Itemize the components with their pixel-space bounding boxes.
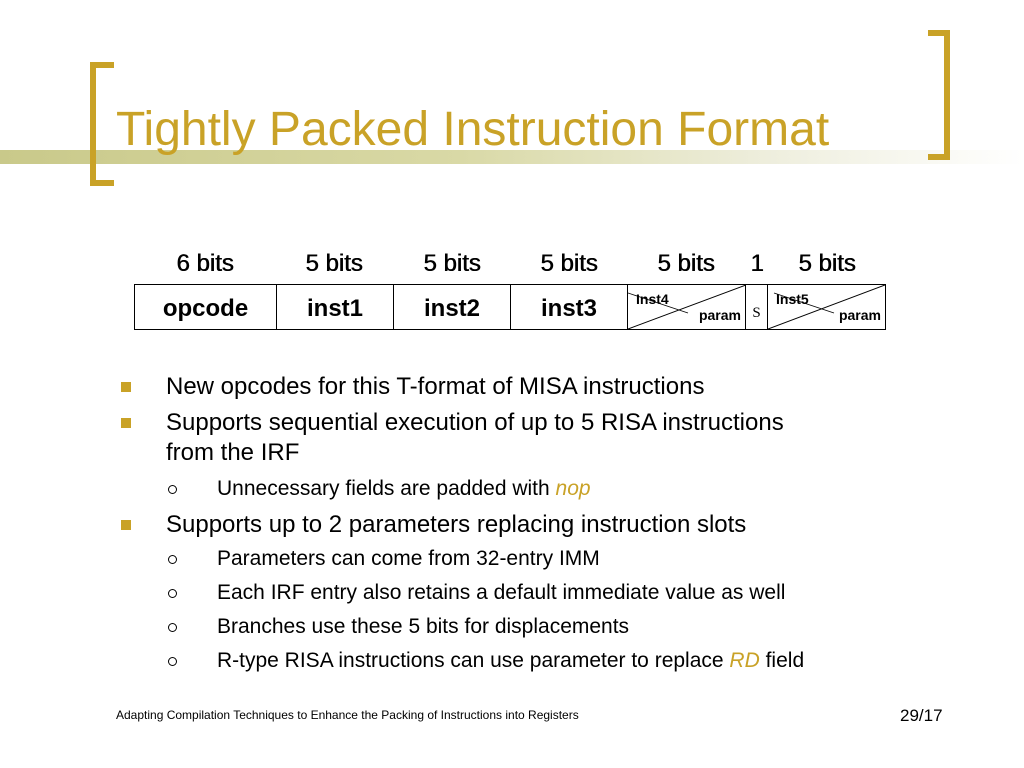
field-param-b-label: param	[838, 307, 881, 323]
square-bullet-icon	[121, 520, 131, 530]
sub-bullet-item: Parameters can come from 32-entry IMM	[217, 547, 600, 570]
circle-bullet-icon	[168, 589, 177, 598]
field-inst3-label: inst3	[540, 295, 597, 322]
sub-bullet-text: R-type RISA instructions can use parameter to replace	[217, 649, 730, 672]
bullet-item: Supports up to 2 parameters replacing instruction slots	[166, 511, 747, 538]
bits-label-opcode: 6 bits	[176, 250, 234, 277]
circle-bullet-icon	[168, 555, 177, 564]
square-bullet-icon	[121, 418, 131, 428]
sub-bullet-tail: field	[759, 649, 805, 672]
nop-emphasis: nop	[555, 477, 591, 500]
circle-bullet-icon	[168, 485, 177, 494]
sub-bullet-item	[217, 476, 591, 502]
bits-label-inst2: 5 bits	[423, 250, 481, 277]
bullet-item: Supports sequential execution of up to 5 RISA instructions	[166, 409, 784, 436]
field-inst4-label: Inst4	[636, 291, 669, 307]
sub-bullet-text: Unnecessary fields are padded with	[217, 477, 556, 500]
bits-label-inst1: 5 bits	[305, 250, 363, 277]
rd-emphasis: RD	[729, 649, 760, 672]
circle-bullet-icon	[168, 657, 177, 666]
field-inst5-label: Inst5	[776, 291, 809, 307]
field-param-a-label: param	[698, 307, 741, 323]
page-number: 29/17	[900, 706, 943, 725]
sub-bullet-item: Each IRF entry also retains a default immediate value as well	[217, 581, 786, 604]
bits-label-inst5: 5 bits	[798, 250, 856, 277]
field-inst2-label: inst2	[423, 295, 480, 322]
bits-label-inst3: 5 bits	[540, 250, 598, 277]
bits-label-s: 1	[750, 250, 764, 277]
bullet-item: New opcodes for this T-format of MISA instructions	[166, 373, 705, 400]
field-s-label: S	[752, 305, 761, 321]
slide-title: Tightly Packed Instruction Format	[116, 103, 830, 156]
field-inst1-label: inst1	[306, 295, 363, 322]
circle-bullet-icon	[168, 623, 177, 632]
bits-label-inst4: 5 bits	[657, 250, 715, 277]
square-bullet-icon	[121, 382, 131, 392]
footer-title: Adapting Compilation Techniques to Enhance the Packing of Instructions into Registers	[116, 708, 579, 722]
field-opcode-label: opcode	[162, 295, 249, 322]
sub-bullet-item	[217, 648, 804, 674]
bullet-item-continued: from the IRF	[166, 439, 300, 466]
sub-bullet-item: Branches use these 5 bits for displacements	[217, 615, 630, 638]
